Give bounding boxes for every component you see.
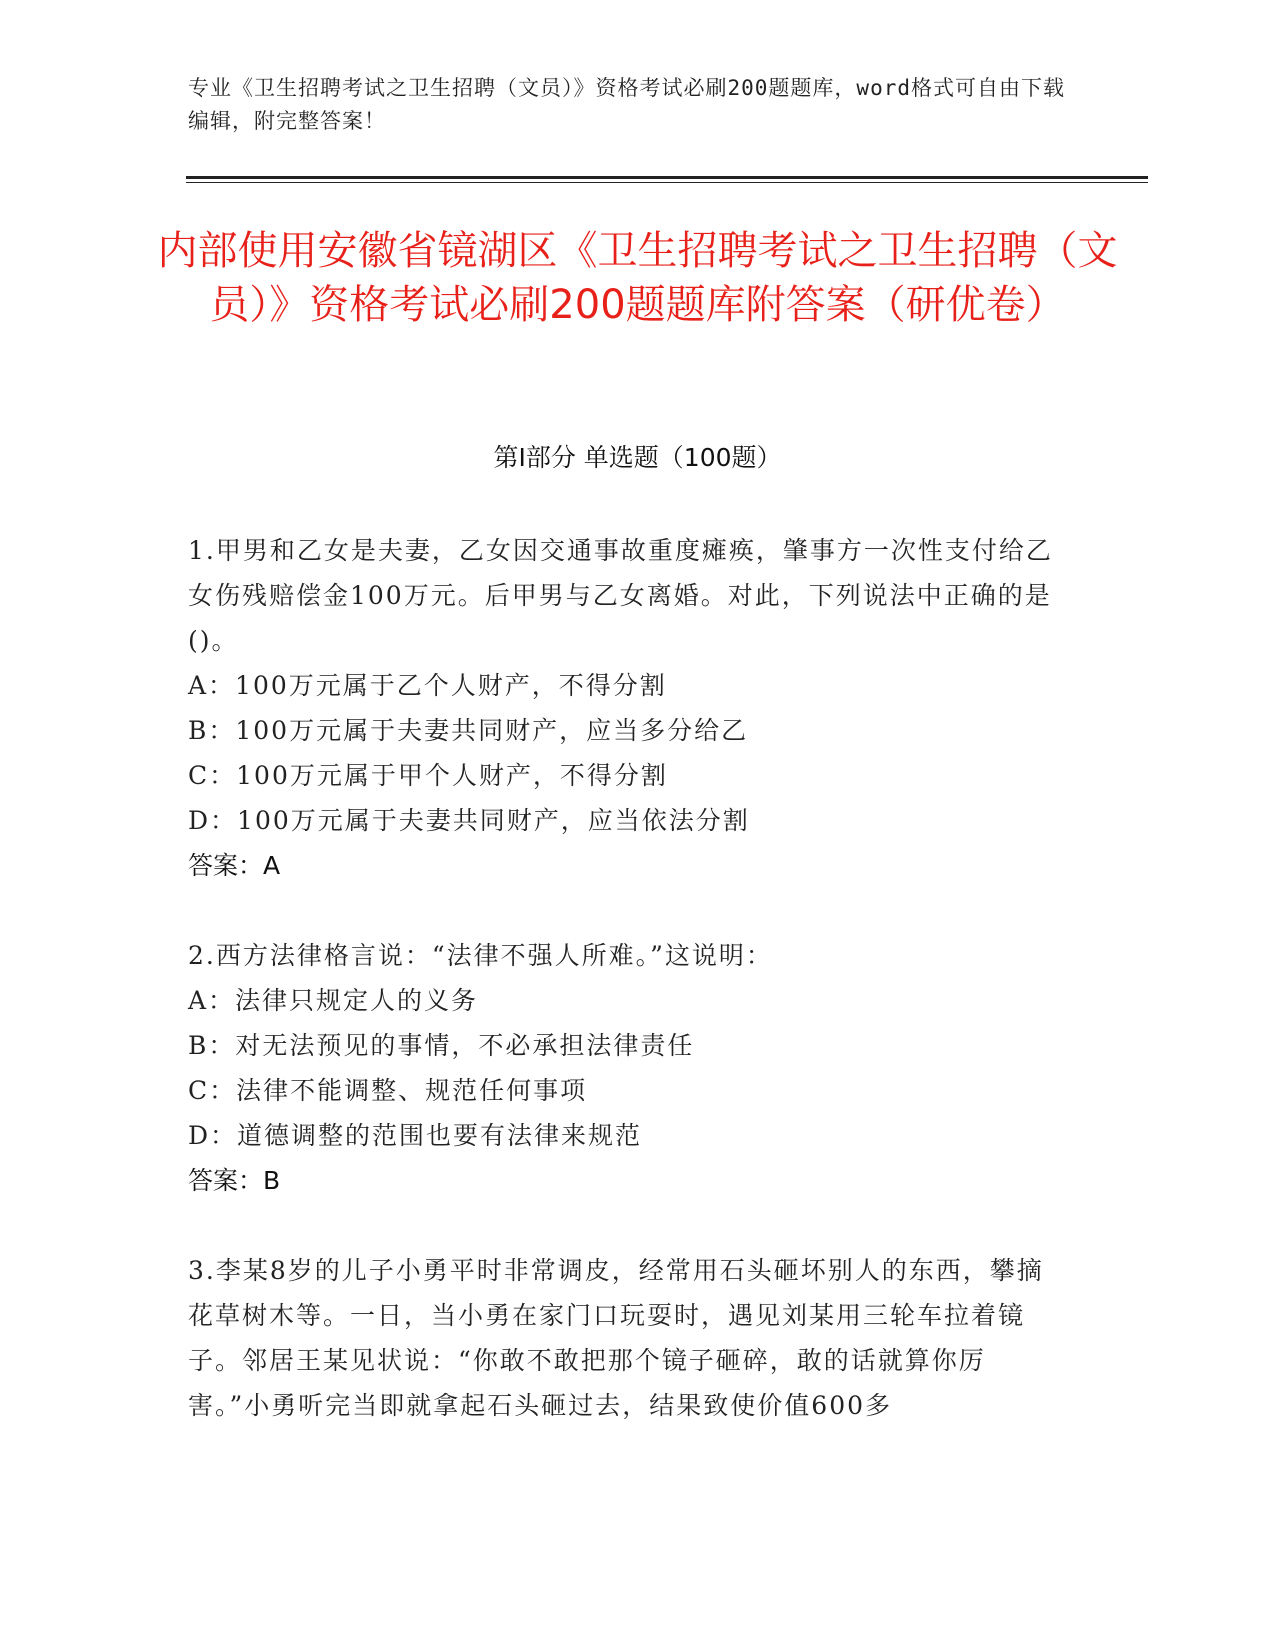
answer-line: 答案：A <box>188 851 281 880</box>
header-note: 专业《卫生招聘考试之卫生招聘（文员）》资格考试必刷200题题库，word格式可自由下载编辑，附完整答案！ <box>188 76 1065 133</box>
option-d: D：道德调整的范围也要有法律来规范 <box>188 1121 643 1150</box>
option-d: D：100万元属于夫妻共同财产，应当依法分割 <box>188 806 750 835</box>
header-divider-thin <box>186 182 1148 183</box>
question-text: 2.西方法律格言说：“法律不强人所难。”这说明： <box>188 941 773 970</box>
question-text: 3.李某8岁的儿子小勇平时非常调皮，经常用石头砸坏别人的东西，攀摘花草树木等。一日，当小勇在家门口玩耍时，遇见刘某用三轮车拉着镜子。邻居王某见状说：“你敢不敢把那个镜子砸碎，敢的话就算你厉害。”小勇听完当即就拿起石头砸过去，结果致使价值600多 <box>188 1256 1044 1420</box>
option-c: C：法律不能调整、规范任何事项 <box>188 1076 588 1105</box>
question-1 <box>188 528 1068 888</box>
answer-line: 答案：B <box>188 1166 281 1195</box>
question-list <box>188 528 1068 1473</box>
section-heading: 第Ⅰ部分 单选题（100题） <box>493 443 782 472</box>
header-divider-thick <box>186 176 1148 179</box>
option-b: B：对无法预见的事情，不必承担法律责任 <box>188 1031 695 1060</box>
option-a: A：100万元属于乙个人财产，不得分割 <box>188 671 667 700</box>
document-title: 内部使用安徽省镜湖区《卫生招聘考试之卫生招聘（文员）》资格考试必刷200题题库附答案（研优卷） <box>157 228 1118 328</box>
option-a: A：法律只规定人的义务 <box>188 986 479 1015</box>
option-b: B：100万元属于夫妻共同财产，应当多分给乙 <box>188 716 749 745</box>
option-c: C：100万元属于甲个人财产，不得分割 <box>188 761 668 790</box>
question-2 <box>188 933 1068 1203</box>
question-3 <box>188 1248 1068 1428</box>
question-text: 1.甲男和乙女是夫妻，乙女因交通事故重度瘫痪，肇事方一次性支付给乙女伤残赔偿金100万元。后甲男与乙女离婚。对此，下列说法中正确的是()。 <box>188 536 1053 655</box>
